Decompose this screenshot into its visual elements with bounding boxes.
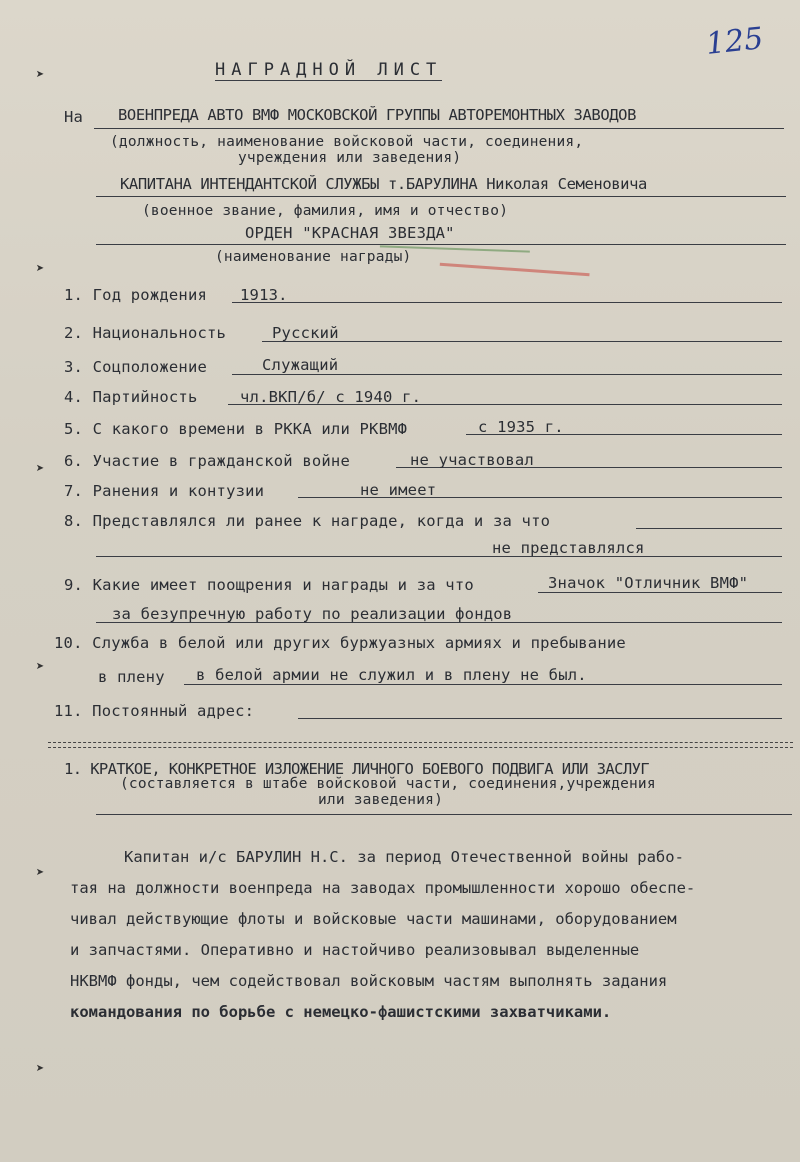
body-line: чивал действующие флоты и войсковые части машинами, оборудованием bbox=[70, 910, 677, 928]
document-title bbox=[215, 60, 442, 80]
name-underline bbox=[96, 196, 786, 197]
birth-year-value: 1913. bbox=[240, 286, 288, 304]
section-number: 1. bbox=[64, 760, 82, 778]
item-4 bbox=[64, 388, 197, 406]
item-number: 6. bbox=[64, 452, 84, 470]
item-3 bbox=[64, 358, 207, 376]
item-label: Постоянный адрес: bbox=[92, 702, 255, 720]
item-number: 4. bbox=[64, 388, 84, 406]
section-caption: (составляется в штабе войсковой части, соединения,учреждения bbox=[120, 776, 656, 792]
item-8-underline-2 bbox=[96, 556, 782, 557]
section-title: КРАТКОЕ, КОНКРЕТНОЕ ИЗЛОЖЕНИЕ ЛИЧНОГО БОЕВОГО ПОДВИГА ИЛИ ЗАСЛУГ bbox=[90, 760, 650, 778]
item-number: 10. bbox=[54, 634, 83, 652]
body-line: НКВМФ фонды, чем содействовал войсковым частям выполнять задания bbox=[70, 972, 668, 990]
item-10-underline bbox=[184, 684, 782, 685]
name-caption: (военное звание, фамилия, имя и отчество) bbox=[142, 203, 509, 219]
title-text: НАГРАДНОЙ ЛИСТ bbox=[215, 60, 443, 80]
item-number: 8. bbox=[64, 512, 84, 530]
item-number: 7. bbox=[64, 482, 84, 500]
item-label: Представлялся ли ранее к награде, когда и за что bbox=[92, 512, 551, 530]
item-number: 3. bbox=[64, 358, 84, 376]
item-3-underline bbox=[232, 374, 782, 375]
section-underline bbox=[96, 814, 792, 815]
item-number: 2. bbox=[64, 324, 84, 342]
binder-hole-icon: ➤ bbox=[36, 1061, 45, 1077]
recipient-position: ВОЕНПРЕДА АВТО ВМФ МОСКОВСКОЙ ГРУППЫ АВТОРЕМОНТНЫХ ЗАВОДОВ bbox=[118, 106, 637, 124]
award-underline bbox=[96, 244, 786, 245]
service-since-value: с 1935 г. bbox=[478, 418, 564, 436]
merit-description bbox=[70, 842, 780, 1028]
wounds-value: не имеет bbox=[360, 481, 437, 499]
item-6 bbox=[64, 452, 350, 470]
item-10 bbox=[54, 634, 626, 652]
item-9 bbox=[64, 576, 474, 594]
section-caption-2: или заведения) bbox=[318, 792, 444, 808]
item-label: Участие в гражданской войне bbox=[92, 452, 350, 470]
position-caption-2: учреждения или заведения) bbox=[238, 150, 462, 166]
binder-hole-icon: ➤ bbox=[36, 461, 45, 477]
award-caption: (наименование награды) bbox=[215, 249, 412, 265]
item-10-label-2: в плену bbox=[98, 668, 165, 686]
item-label: Национальность bbox=[92, 324, 227, 342]
item-11-underline bbox=[298, 718, 782, 719]
position-caption: (должность, наименование войсковой части, соединения, bbox=[110, 134, 584, 150]
item-label: Какие имеет поощрения и награды и за что bbox=[92, 576, 474, 594]
body-line: и запчастями. Оперативно и настойчиво реализовывал выделенные bbox=[70, 941, 640, 959]
item-1-underline bbox=[232, 302, 782, 303]
section-separator bbox=[48, 742, 793, 748]
item-7 bbox=[64, 482, 264, 500]
item-8 bbox=[64, 512, 550, 530]
item-9-underline bbox=[538, 592, 782, 593]
body-line: тая на должности военпреда на заводах промышленности хорошо обеспе- bbox=[70, 879, 696, 897]
item-8-underline bbox=[636, 528, 782, 529]
item-label: Соцположение bbox=[92, 358, 208, 376]
item-label: С какого времени в РККА или РКВМФ bbox=[92, 420, 408, 438]
decorations-value: Значок "Отличник ВМФ" bbox=[548, 574, 749, 592]
item-11 bbox=[54, 702, 254, 720]
item-number: 11. bbox=[54, 702, 83, 720]
item-5 bbox=[64, 420, 407, 438]
binder-hole-icon: ➤ bbox=[36, 261, 45, 277]
decorations-reason-value: за безупречную работу по реализации фондов bbox=[112, 605, 513, 623]
item-number: 9. bbox=[64, 576, 84, 594]
binder-hole-icon: ➤ bbox=[36, 67, 45, 83]
item-number: 1. bbox=[64, 286, 84, 304]
party-value: чл.ВКП/б/ с 1940 г. bbox=[240, 388, 422, 406]
item-number: 5. bbox=[64, 420, 84, 438]
award-name: ОРДЕН "КРАСНАЯ ЗВЕЗДА" bbox=[245, 224, 455, 242]
item-2 bbox=[64, 324, 226, 342]
item-label: Служба в белой или других буржуазных армиях и пребывание bbox=[92, 634, 626, 652]
white-army-value: в белой армии не служил и в плену не был. bbox=[196, 666, 587, 684]
recipient-underline bbox=[94, 128, 784, 129]
body-line: командования по борьбе с немецко-фашистскими захватчиками. bbox=[70, 1003, 612, 1021]
red-mark bbox=[440, 253, 591, 276]
item-label: Год рождения bbox=[92, 286, 208, 304]
item-1 bbox=[64, 286, 207, 304]
binder-hole-icon: ➤ bbox=[36, 865, 45, 881]
item-2-underline bbox=[262, 341, 782, 342]
na-label: На bbox=[64, 108, 84, 126]
page-number: 125 bbox=[704, 21, 765, 62]
item-label: Партийность bbox=[92, 388, 198, 406]
nationality-value: Русский bbox=[272, 324, 339, 342]
civil-war-value: не участвовал bbox=[410, 451, 534, 469]
previous-award-value: не представлялся bbox=[492, 539, 645, 557]
social-status-value: Служащий bbox=[262, 356, 339, 374]
body-line: Капитан и/с БАРУЛИН Н.С. за период Отечественной войны рабо- bbox=[124, 848, 684, 866]
item-label: Ранения и контузии bbox=[92, 482, 265, 500]
binder-hole-icon: ➤ bbox=[36, 659, 45, 675]
recipient-name: КАПИТАНА ИНТЕНДАНТСКОЙ СЛУЖБЫ т.БАРУЛИНА Николая Семеновича bbox=[120, 175, 647, 193]
